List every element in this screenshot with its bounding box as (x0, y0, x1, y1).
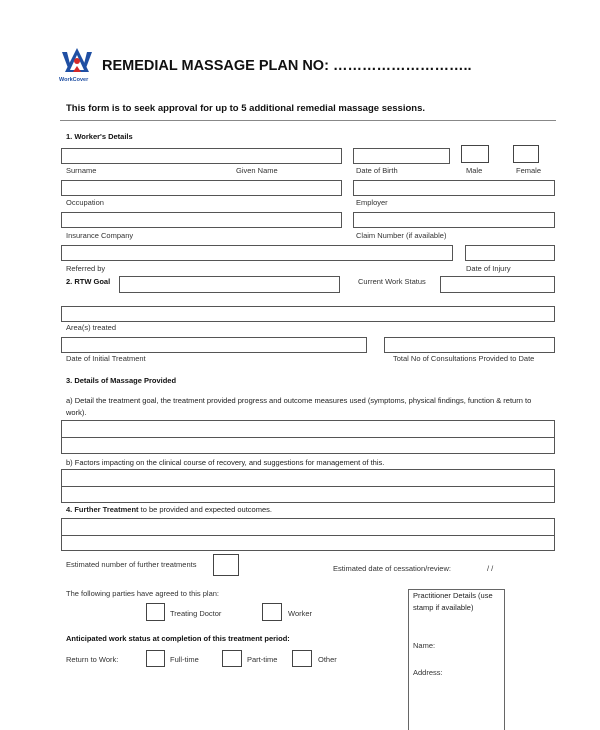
total-consult-input[interactable] (384, 337, 555, 353)
male-label: Male (466, 166, 483, 175)
est-date-value[interactable]: / / (487, 564, 494, 573)
occupation-input[interactable] (61, 180, 342, 196)
practitioner-name-label: Name: (413, 641, 436, 650)
section3-b-line2[interactable] (61, 486, 555, 503)
rtw-goal-input[interactable] (119, 276, 340, 293)
est-date-label: Estimated date of cessation/review: (333, 564, 451, 573)
est-number-input[interactable] (213, 554, 239, 576)
dob-label: Date of Birth (356, 166, 398, 175)
referred-input[interactable] (61, 245, 453, 261)
areas-label: Area(s) treated (66, 323, 117, 332)
date-initial-input[interactable] (61, 337, 367, 353)
treating-doctor-label: Treating Doctor (170, 609, 222, 618)
doi-input[interactable] (465, 245, 555, 261)
section3-a-line2[interactable] (61, 437, 555, 454)
female-checkbox[interactable] (513, 145, 539, 163)
further-line1[interactable] (61, 518, 555, 536)
full-time-label: Full-time (170, 655, 199, 664)
return-to-work-label: Return to Work: (66, 655, 119, 664)
areas-input[interactable] (61, 306, 555, 322)
part-time-label: Part-time (247, 655, 278, 664)
other-label: Other (318, 655, 337, 664)
part-time-checkbox[interactable] (222, 650, 242, 667)
employer-label: Employer (356, 198, 388, 207)
logo-text: WorkCover (59, 77, 89, 83)
worker-label: Worker (288, 609, 313, 618)
further-line2[interactable] (61, 535, 555, 551)
given-name-label: Given Name (236, 166, 278, 175)
female-label: Female (516, 166, 542, 175)
total-consult-label: Total No of Consultations Provided to Date (393, 354, 535, 363)
section3-heading: 3. Details of Massage Provided (66, 376, 177, 385)
anticipated-label: Anticipated work status at completion of this treatment period: (66, 634, 290, 643)
work-status-input[interactable] (440, 276, 555, 293)
workcover-logo (58, 46, 96, 90)
section3-b-text: b) Factors impacting on the clinical course of recovery, and suggestions for management of this. (66, 458, 385, 467)
est-number-label: Estimated number of further treatments (66, 560, 197, 569)
work-status-label: Current Work Status (358, 277, 426, 286)
insurance-input[interactable] (61, 212, 342, 228)
dob-input[interactable] (353, 148, 450, 164)
employer-input[interactable] (353, 180, 555, 196)
referred-label: Referred by (66, 264, 106, 273)
logo-mark-icon (58, 46, 96, 90)
practitioner-details-label: Practitioner Details (use stamp if available) (413, 591, 493, 612)
section2-heading: 2. RTW Goal (66, 277, 111, 286)
doi-label: Date of Injury (466, 264, 511, 273)
divider (60, 120, 556, 121)
section4-heading: 4. Further Treatment to be provided and expected outcomes. (66, 505, 272, 514)
section3-b-line1[interactable] (61, 469, 555, 487)
insurance-label: Insurance Company (66, 231, 134, 240)
full-time-checkbox[interactable] (146, 650, 165, 667)
surname-label: Surname (66, 166, 97, 175)
page-title: REMEDIAL MASSAGE PLAN NO: ……………………….. (102, 58, 472, 74)
male-checkbox[interactable] (461, 145, 489, 163)
name-input[interactable] (61, 148, 342, 164)
worker-checkbox[interactable] (262, 603, 282, 621)
section1-heading: 1. Worker's Details (66, 132, 133, 141)
practitioner-address-label: Address: (413, 668, 443, 677)
claim-label: Claim Number (if available) (356, 231, 447, 240)
occupation-label: Occupation (66, 198, 104, 207)
other-checkbox[interactable] (292, 650, 312, 667)
intro-text: This form is to seek approval for up to 5 additional remedial massage sessions. (66, 103, 425, 114)
claim-input[interactable] (353, 212, 555, 228)
date-initial-label: Date of Initial Treatment (66, 354, 146, 363)
section3-a-text: a) Detail the treatment goal, the treatment provided progress and outcome measures used (symptoms, physical findings, function & return to work). (66, 396, 532, 417)
parties-label: The following parties have agreed to this plan: (66, 589, 220, 598)
treating-doctor-checkbox[interactable] (146, 603, 165, 621)
section3-a-line1[interactable] (61, 420, 555, 438)
